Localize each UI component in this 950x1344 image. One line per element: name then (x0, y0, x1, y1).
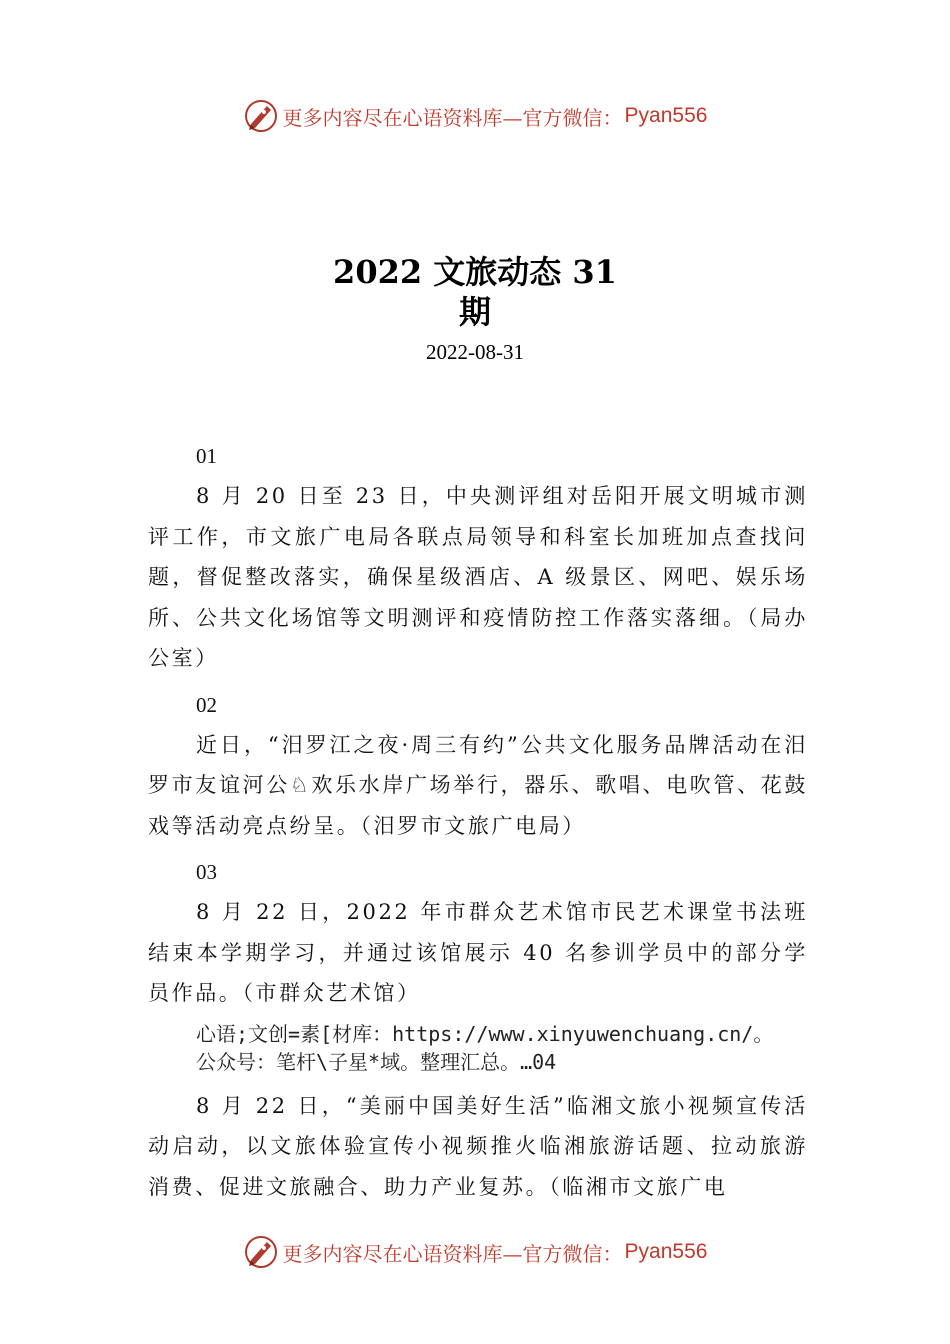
watermark-line: 公众号：笔杆\子星*域。整理汇总。…04 (196, 1049, 557, 1074)
banner-text: 更多内容尽在心语资料库—官方微信： (282, 105, 623, 130)
item-paragraph: 8 月 22 日，2022 年市群众艺术馆市民艺术课堂书法班结束本学期学习，并通过该馆展示 40 名参训学员中的部分学员作品。（市群众艺术馆） (148, 900, 808, 1005)
item-number: 03 (196, 860, 217, 884)
pen-logo-icon (243, 1234, 279, 1270)
item-paragraph: 8 月 22 日，“美丽中国美好生活”临湘文旅小视频宣传活动启动，以文旅体验宣传小视频推火临湘旅游话题、拉动旅游消费、促进文旅融合、助力产业复苏。（临湘市文旅广电 (148, 1093, 808, 1199)
item-number: 02 (196, 692, 217, 717)
watermark-line: 心语;文创=素[材库：https://www.xinyuwenchuang.cn/。 (196, 1021, 774, 1046)
item-paragraph: 近日，“汨罗江之夜·周三有约”公共文化服务品牌活动在汨罗市友谊河公♘欢乐水岸广场举行，器乐、歌唱、电吹管、花鼓戏等活动亮点纷呈。（汨罗市文旅广电局） (148, 732, 808, 838)
document-title-line2: 期 (458, 293, 491, 331)
document-title-line1: 2022 文旅动态 31 (333, 253, 617, 291)
footer-banner (0, 1232, 950, 1272)
pen-logo-icon (243, 98, 279, 134)
banner-wechat-id: Pyan556 (624, 1240, 708, 1263)
header-banner (0, 96, 950, 136)
document-date: 2022-08-31 (426, 340, 524, 364)
banner-text: 更多内容尽在心语资料库—官方微信： (282, 1241, 623, 1266)
banner-wechat-id: Pyan556 (624, 104, 708, 127)
document-body (148, 436, 808, 1213)
item-paragraph: 8 月 20 日至 23 日，中央测评组对岳阳开展文明城市测评工作，市文旅广电局各联点局领导和科室长加班加点查找问题，督促整改落实，确保星级酒店、A 级景区、网吧、娱乐场所、公共文化场馆等文明测评和疫情防控工作落实落细。（局办公室） (148, 484, 808, 670)
item-number: 01 (196, 444, 217, 468)
